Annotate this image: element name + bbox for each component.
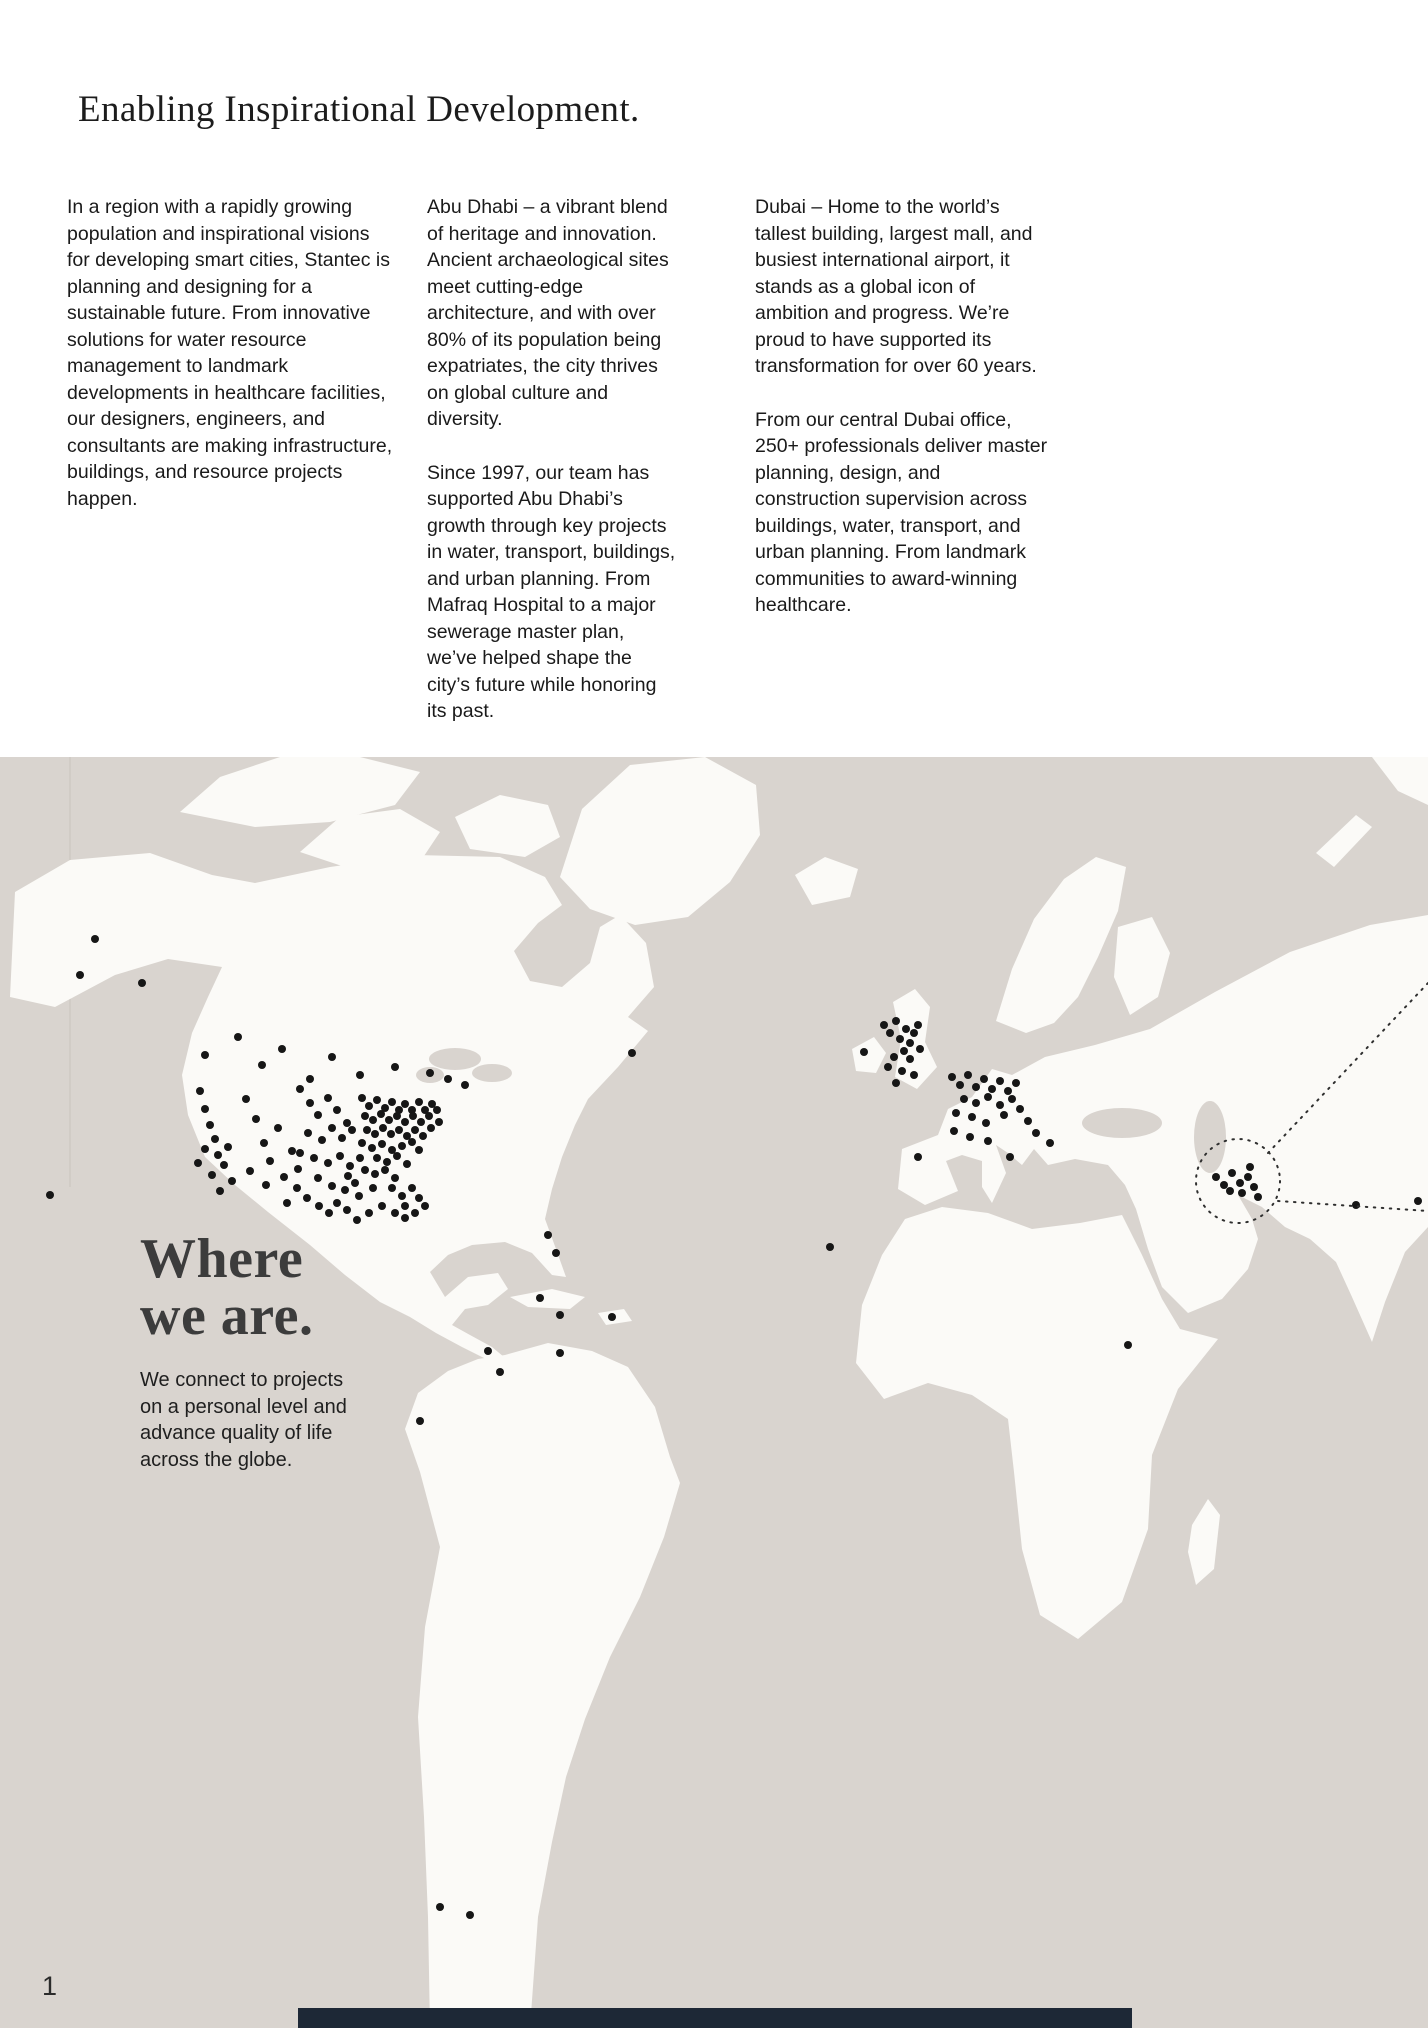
office-location-dot bbox=[910, 1071, 918, 1079]
office-location-dot bbox=[318, 1136, 326, 1144]
office-location-dot bbox=[556, 1349, 564, 1357]
office-location-dot bbox=[333, 1106, 341, 1114]
office-location-dot bbox=[1226, 1187, 1234, 1195]
office-location-dot bbox=[356, 1071, 364, 1079]
office-location-dot bbox=[1244, 1173, 1252, 1181]
office-location-dot bbox=[950, 1127, 958, 1135]
office-location-dot bbox=[294, 1165, 302, 1173]
office-location-dot bbox=[343, 1119, 351, 1127]
office-location-dot bbox=[401, 1118, 409, 1126]
office-location-dot bbox=[368, 1144, 376, 1152]
office-location-dot bbox=[216, 1187, 224, 1195]
office-location-dot bbox=[1212, 1173, 1220, 1181]
office-location-dot bbox=[373, 1154, 381, 1162]
office-location-dot bbox=[361, 1166, 369, 1174]
office-location-dot bbox=[361, 1112, 369, 1120]
page-title: Enabling Inspirational Development. bbox=[78, 89, 640, 130]
caspian-sea bbox=[1194, 1101, 1226, 1173]
office-location-dot bbox=[982, 1119, 990, 1127]
abu-dhabi-paragraph-1: Abu Dhabi – a vibrant blend of heritage and innovation. Ancient archaeological sites meet cutting-edge architecture, and with over 80% of its population being expatriates, the city thrives on global culture and diversity. bbox=[427, 196, 669, 430]
office-location-dot bbox=[369, 1184, 377, 1192]
office-location-dot bbox=[381, 1166, 389, 1174]
lake-superior bbox=[429, 1048, 481, 1070]
office-location-dot bbox=[906, 1055, 914, 1063]
map-heading bbox=[140, 1228, 420, 1347]
office-location-dot bbox=[952, 1109, 960, 1117]
office-location-dot bbox=[880, 1021, 888, 1029]
office-location-dot bbox=[902, 1025, 910, 1033]
office-location-dot bbox=[358, 1094, 366, 1102]
office-location-dot bbox=[283, 1199, 291, 1207]
office-location-dot bbox=[1246, 1163, 1254, 1171]
map-caption: We connect to projects on a personal level and advance quality of life across the globe. bbox=[140, 1369, 347, 1471]
office-location-dot bbox=[916, 1045, 924, 1053]
office-location-dot bbox=[1220, 1181, 1228, 1189]
office-location-dot bbox=[296, 1149, 304, 1157]
office-location-dot bbox=[435, 1118, 443, 1126]
office-location-dot bbox=[234, 1033, 242, 1041]
office-location-dot bbox=[892, 1017, 900, 1025]
office-location-dot bbox=[996, 1101, 1004, 1109]
office-location-dot bbox=[972, 1083, 980, 1091]
region-paragraph: In a region with a rapidly growing population and inspirational visions for developing smart cities, Stantec is planning and designing for a sustainable future. From innovative solutions for water resource management to landmark developments in healthcare facilities, our designers, engineers, and consultants are making infrastructure, buildings, and resource projects happen. bbox=[67, 196, 393, 510]
map-heading-line-1: Where bbox=[140, 1228, 304, 1290]
office-location-dot bbox=[228, 1177, 236, 1185]
office-location-dot bbox=[886, 1029, 894, 1037]
office-location-dot bbox=[387, 1130, 395, 1138]
office-location-dot bbox=[425, 1112, 433, 1120]
office-location-dot bbox=[1238, 1189, 1246, 1197]
office-location-dot bbox=[608, 1313, 616, 1321]
dubai-paragraph-1: Dubai – Home to the world’s tallest building, largest mall, and busiest international airport, it stands as a global icon of ambition and progress. We’re proud to have supported its transformation for over 60 years. bbox=[755, 196, 1037, 377]
office-location-dot bbox=[325, 1209, 333, 1217]
office-location-dot bbox=[211, 1135, 219, 1143]
office-location-dot bbox=[1254, 1193, 1262, 1201]
office-location-dot bbox=[403, 1160, 411, 1168]
office-location-dot bbox=[401, 1202, 409, 1210]
office-location-dot bbox=[417, 1118, 425, 1126]
office-location-dot bbox=[1250, 1183, 1258, 1191]
office-location-dot bbox=[365, 1102, 373, 1110]
office-location-dot bbox=[419, 1132, 427, 1140]
office-location-dot bbox=[76, 971, 84, 979]
office-location-dot bbox=[324, 1094, 332, 1102]
world-map-section bbox=[0, 757, 1428, 2028]
office-location-dot bbox=[310, 1154, 318, 1162]
office-location-dot bbox=[356, 1154, 364, 1162]
office-location-dot bbox=[328, 1124, 336, 1132]
office-location-dot bbox=[377, 1110, 385, 1118]
office-location-dot bbox=[314, 1174, 322, 1182]
office-location-dot bbox=[826, 1243, 834, 1251]
office-location-dot bbox=[341, 1186, 349, 1194]
footer-bar bbox=[298, 2008, 1132, 2028]
office-location-dot bbox=[1046, 1139, 1054, 1147]
office-location-dot bbox=[906, 1039, 914, 1047]
office-location-dot bbox=[896, 1035, 904, 1043]
office-location-dot bbox=[444, 1075, 452, 1083]
office-location-dot bbox=[401, 1214, 409, 1222]
column-dubai bbox=[755, 194, 1050, 646]
office-location-dot bbox=[336, 1152, 344, 1160]
office-location-dot bbox=[391, 1063, 399, 1071]
office-location-dot bbox=[371, 1170, 379, 1178]
office-location-dot bbox=[355, 1192, 363, 1200]
office-location-dot bbox=[892, 1079, 900, 1087]
office-location-dot bbox=[393, 1152, 401, 1160]
office-location-dot bbox=[411, 1126, 419, 1134]
office-location-dot bbox=[220, 1161, 228, 1169]
office-location-dot bbox=[378, 1140, 386, 1148]
office-location-dot bbox=[353, 1216, 361, 1224]
office-location-dot bbox=[1000, 1111, 1008, 1119]
office-location-dot bbox=[206, 1121, 214, 1129]
office-location-dot bbox=[351, 1179, 359, 1187]
office-location-dot bbox=[385, 1116, 393, 1124]
office-location-dot bbox=[898, 1067, 906, 1075]
black-sea bbox=[1082, 1108, 1162, 1138]
office-location-dot bbox=[373, 1096, 381, 1104]
office-location-dot bbox=[956, 1081, 964, 1089]
office-location-dot bbox=[968, 1113, 976, 1121]
office-location-dot bbox=[324, 1159, 332, 1167]
office-location-dot bbox=[262, 1181, 270, 1189]
office-location-dot bbox=[379, 1124, 387, 1132]
office-location-dot bbox=[544, 1231, 552, 1239]
office-location-dot bbox=[966, 1133, 974, 1141]
office-location-dot bbox=[395, 1126, 403, 1134]
office-location-dot bbox=[408, 1184, 416, 1192]
office-location-dot bbox=[266, 1157, 274, 1165]
office-location-dot bbox=[1236, 1179, 1244, 1187]
office-location-dot bbox=[1228, 1169, 1236, 1177]
office-location-dot bbox=[1352, 1201, 1360, 1209]
office-location-dot bbox=[138, 979, 146, 987]
office-location-dot bbox=[964, 1071, 972, 1079]
office-location-dot bbox=[208, 1171, 216, 1179]
office-location-dot bbox=[980, 1075, 988, 1083]
office-location-dot bbox=[421, 1202, 429, 1210]
office-location-dot bbox=[201, 1051, 209, 1059]
office-location-dot bbox=[388, 1184, 396, 1192]
office-location-dot bbox=[333, 1199, 341, 1207]
map-heading-line-2: we are. bbox=[140, 1285, 314, 1347]
office-location-dot bbox=[996, 1077, 1004, 1085]
office-location-dot bbox=[960, 1095, 968, 1103]
office-location-dot bbox=[398, 1192, 406, 1200]
office-location-dot bbox=[415, 1194, 423, 1202]
office-location-dot bbox=[552, 1249, 560, 1257]
office-location-dot bbox=[363, 1126, 371, 1134]
office-location-dot bbox=[1032, 1129, 1040, 1137]
office-location-dot bbox=[628, 1049, 636, 1057]
office-location-dot bbox=[1012, 1079, 1020, 1087]
office-location-dot bbox=[46, 1191, 54, 1199]
office-location-dot bbox=[984, 1093, 992, 1101]
office-location-dot bbox=[224, 1143, 232, 1151]
office-location-dot bbox=[393, 1112, 401, 1120]
office-location-dot bbox=[201, 1145, 209, 1153]
office-location-dot bbox=[358, 1139, 366, 1147]
office-location-dot bbox=[900, 1047, 908, 1055]
office-location-dot bbox=[1414, 1197, 1422, 1205]
office-location-dot bbox=[303, 1194, 311, 1202]
office-location-dot bbox=[328, 1053, 336, 1061]
office-location-dot bbox=[369, 1116, 377, 1124]
office-location-dot bbox=[280, 1173, 288, 1181]
office-location-dot bbox=[388, 1098, 396, 1106]
office-location-dot bbox=[461, 1081, 469, 1089]
office-location-dot bbox=[411, 1209, 419, 1217]
office-location-dot bbox=[365, 1209, 373, 1217]
dubai-paragraph-2: From our central Dubai office, 250+ professionals deliver master planning, design, and construction supervision across buildings, water, transport, and urban planning. From landmark communities to award-winning healthcare. bbox=[755, 408, 1048, 616]
office-location-dot bbox=[972, 1099, 980, 1107]
office-location-dot bbox=[1004, 1087, 1012, 1095]
office-location-dot bbox=[274, 1124, 282, 1132]
office-location-dot bbox=[214, 1151, 222, 1159]
office-location-dot bbox=[258, 1061, 266, 1069]
office-location-dot bbox=[890, 1053, 898, 1061]
office-location-dot bbox=[306, 1075, 314, 1083]
office-location-dot bbox=[343, 1206, 351, 1214]
office-location-dot bbox=[988, 1085, 996, 1093]
office-location-dot bbox=[338, 1134, 346, 1142]
abu-dhabi-paragraph-2: Since 1997, our team has supported Abu Dhabi’s growth through key projects in water, transport, buildings, and urban planning. From Mafraq Hospital to a major sewerage master plan, we’ve helped shape the city’s future while honoring its past. bbox=[427, 461, 676, 722]
office-location-dot bbox=[860, 1048, 868, 1056]
office-location-dot bbox=[246, 1167, 254, 1175]
page-number: 1 bbox=[42, 1971, 58, 2001]
office-location-dot bbox=[383, 1158, 391, 1166]
office-location-dot bbox=[91, 935, 99, 943]
office-location-dot bbox=[314, 1111, 322, 1119]
office-location-dot bbox=[1024, 1117, 1032, 1125]
office-location-dot bbox=[306, 1099, 314, 1107]
office-location-dot bbox=[278, 1045, 286, 1053]
office-location-dot bbox=[328, 1182, 336, 1190]
office-location-dot bbox=[194, 1159, 202, 1167]
office-location-dot bbox=[391, 1174, 399, 1182]
office-location-dot bbox=[408, 1138, 416, 1146]
office-location-dot bbox=[426, 1069, 434, 1077]
office-location-dot bbox=[1008, 1095, 1016, 1103]
lake-huron-erie bbox=[472, 1064, 512, 1082]
office-location-dot bbox=[260, 1139, 268, 1147]
office-location-dot bbox=[371, 1130, 379, 1138]
office-location-dot bbox=[1124, 1341, 1132, 1349]
office-location-dot bbox=[378, 1202, 386, 1210]
office-location-dot bbox=[536, 1294, 544, 1302]
office-location-dot bbox=[484, 1347, 492, 1355]
office-location-dot bbox=[914, 1021, 922, 1029]
office-location-dot bbox=[948, 1073, 956, 1081]
office-location-dot bbox=[415, 1098, 423, 1106]
office-location-dot bbox=[296, 1085, 304, 1093]
office-location-dot bbox=[415, 1146, 423, 1154]
column-abu-dhabi bbox=[427, 194, 679, 752]
intro-columns bbox=[67, 194, 1050, 752]
office-location-dot bbox=[409, 1112, 417, 1120]
office-location-dot bbox=[315, 1202, 323, 1210]
office-location-dot bbox=[288, 1147, 296, 1155]
office-location-dot bbox=[914, 1153, 922, 1161]
office-location-dot bbox=[252, 1115, 260, 1123]
office-location-dot bbox=[391, 1209, 399, 1217]
office-location-dot bbox=[984, 1137, 992, 1145]
office-location-dot bbox=[398, 1142, 406, 1150]
office-location-dot bbox=[344, 1172, 352, 1180]
office-location-dot bbox=[427, 1124, 435, 1132]
office-location-dot bbox=[201, 1105, 209, 1113]
office-location-dot bbox=[293, 1184, 301, 1192]
office-location-dot bbox=[242, 1095, 250, 1103]
office-location-dot bbox=[1016, 1105, 1024, 1113]
where-we-are-block bbox=[140, 1228, 420, 1473]
office-location-dot bbox=[1006, 1153, 1014, 1161]
office-location-dot bbox=[496, 1368, 504, 1376]
office-location-dot bbox=[556, 1311, 564, 1319]
office-location-dot bbox=[433, 1106, 441, 1114]
office-location-dot bbox=[436, 1903, 444, 1911]
office-location-dot bbox=[348, 1126, 356, 1134]
column-region-overview bbox=[67, 194, 397, 539]
office-location-dot bbox=[304, 1129, 312, 1137]
office-location-dot bbox=[466, 1911, 474, 1919]
office-location-dot bbox=[884, 1063, 892, 1071]
office-location-dot bbox=[910, 1029, 918, 1037]
office-location-dot bbox=[401, 1100, 409, 1108]
office-location-dot bbox=[196, 1087, 204, 1095]
office-location-dot bbox=[346, 1162, 354, 1170]
